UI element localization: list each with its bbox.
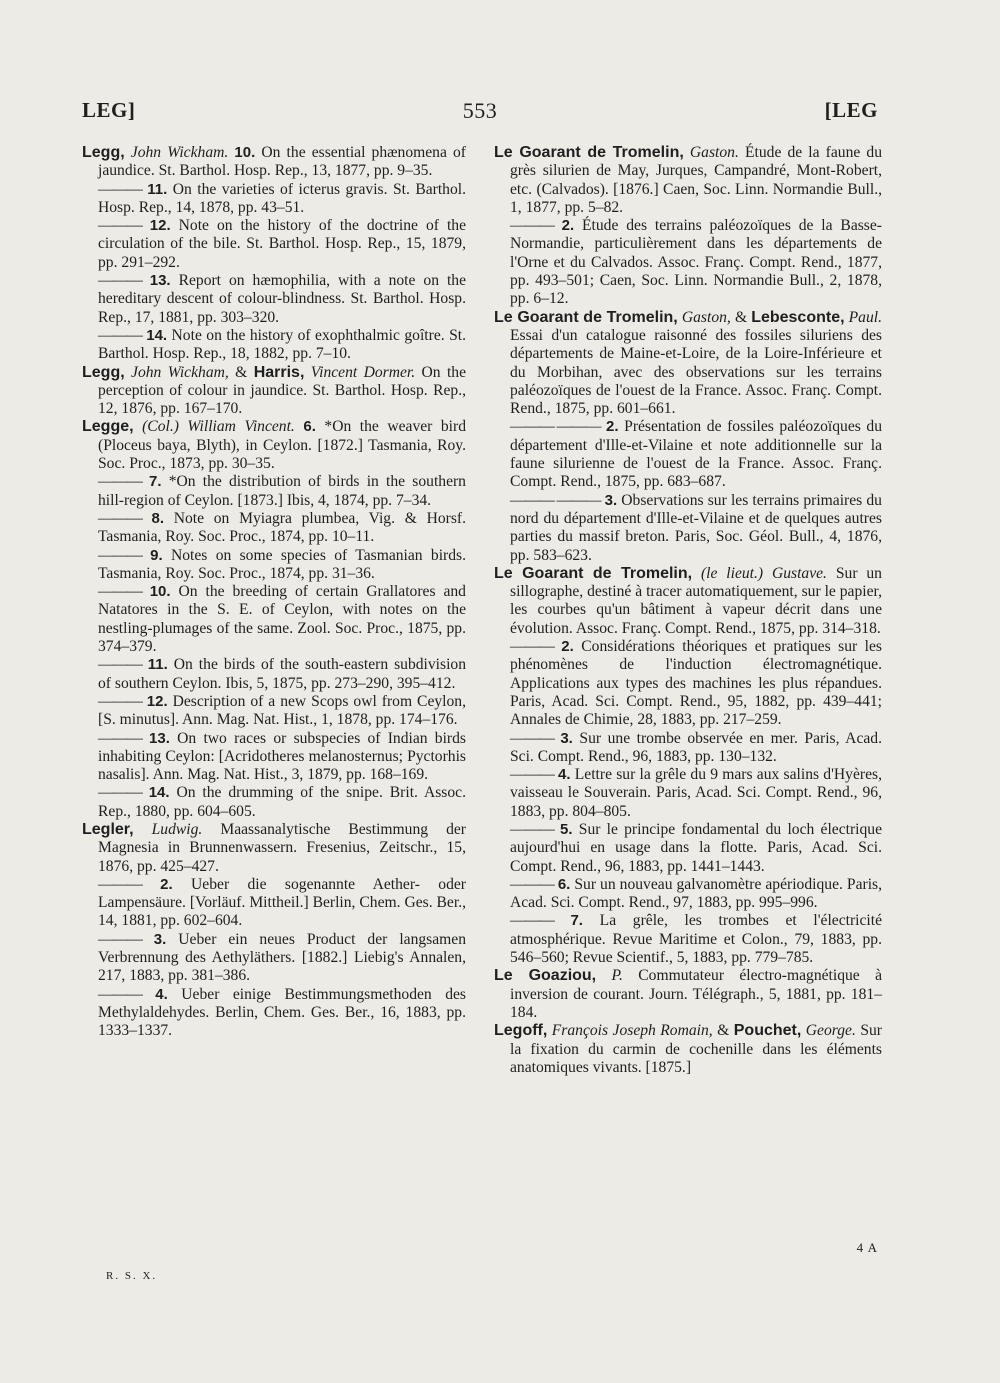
ampersand: & xyxy=(734,308,748,326)
entry-text: La grêle, les trombes et l'électricité atmosphérique. Revue Maritime et Colon., 79, 1883, pp. 546–560; Revue Scientif., 5, 1883, pp. 779–785. xyxy=(510,912,882,967)
bibliography-entry xyxy=(82,272,466,327)
ditto-dash: ——— xyxy=(510,820,554,838)
bibliography-entry xyxy=(82,730,466,785)
entry-text: Sur le principe fondamental du loch électrique aujourd'hui en usage dans la flotte. Paris, Acad. Sci. Compt. Rend., 96, 1883, pp. 1441–1443. xyxy=(510,820,882,875)
author-name: Legler, xyxy=(82,820,134,838)
entry-text: Note on Myiagra plumbea, Vig. & Horsf. Tasmania, Roy. Soc. Proc., 1874, pp. 10–11. xyxy=(98,509,466,546)
bibliography-entry xyxy=(82,656,466,693)
ditto-dash: ——— xyxy=(98,930,142,948)
page-number: 553 xyxy=(462,98,498,123)
ditto-dash: ——— xyxy=(98,326,142,344)
ditto-dash: ——— xyxy=(510,217,554,235)
bibliography-entry xyxy=(82,693,466,730)
entry-text: On the essential phænomena of jaundice. St. Barthol. Hosp. Rep., 13, 1877, pp. 9–35. xyxy=(98,144,466,180)
left-column xyxy=(82,144,466,1041)
ditto-dash: ——— xyxy=(510,875,554,893)
entry-text: On the breeding of certain Grallatores and Natatores in the S. E. of Ceylon, with notes on the nestling-plumages of the same. Zool. Soc. Proc., 1875, pp. 374–379. xyxy=(98,583,466,656)
entry-text: *On the distribution of birds in the southern hill-region of Ceylon. [1873.] Ibis, 4, 1874, pp. 7–34. xyxy=(98,473,466,509)
entry-number: 8. xyxy=(151,509,165,527)
entry-text: Lettre sur la grêle du 9 mars aux salins d'Hyères, vaisseau le Souverain. Paris, Acad. Sci. Compt. Rend., 96, 1883, pp. 804–805. xyxy=(510,766,882,820)
sheet-mark: 4 A xyxy=(856,1240,878,1255)
entry-text: Présentation de fossiles paléozoïques du département d'Ille-et-Vilaine et note additionnelle sur la faune silurienne de l'ouest de la France. Assoc. Franç. Compt. Rend., 1875, pp. 683–687. xyxy=(510,418,882,491)
entry-number: 12. xyxy=(146,692,168,710)
author-given-name: Ludwig. xyxy=(151,820,203,838)
author-name: Le Goarant de Tromelin, xyxy=(494,308,678,326)
entry-number: 2. xyxy=(606,418,619,436)
bibliography-entry xyxy=(494,821,882,876)
author-given-name: P. xyxy=(611,967,623,985)
author-name: Le Goaziou, xyxy=(494,967,597,985)
ditto-dash: ——— xyxy=(98,272,142,290)
author-given-name: John Wickham, xyxy=(131,363,229,381)
bibliography-entry xyxy=(494,912,882,967)
coauthor-given-name: George. xyxy=(805,1022,856,1040)
entry-number: 13. xyxy=(149,272,171,290)
entry-text: Étude des terrains paléozoïques de la Basse-Normandie, particulièrement dans les départements de l'Orne et du Calvados. Assoc. Franç. Compt. Rend., 1877, pp. 493–501; Caen, Soc. Linn. Normandie Bull., 2, 1878, pp. 6–12. xyxy=(510,217,882,308)
entry-text: *On the weaver bird (Ploceus baya, Blyth), in Ceylon. [1872.] Tasmania, Roy. Soc. Proc., 1873, pp. 30–35. xyxy=(98,418,466,473)
entry-text: Description of a new Scops owl from Ceylon, [S. minutus]. Ann. Mag. Nat. Hist., 1, 1878, pp. 174–176. xyxy=(98,692,466,729)
coauthor-given-name: Vincent Dormer. xyxy=(310,363,416,381)
bibliography-entry xyxy=(82,821,466,876)
signature-mark: R. S. X. xyxy=(106,1270,158,1282)
entry-text: Ueber einige Bestimmungsmethoden des Methylaldehydes. Berlin, Chem. Ges. Ber., 16, 1883, pp. 1333–1337. xyxy=(98,985,467,1040)
entry-text: Essai d'un catalogue raisonné des fossiles siluriens des départements de Maine-et-Loire, de la Loire-Inférieure et du Morbihan, avec des observations sur les terrains paléozoïques de l'ouest de la France. Assoc. Franç. Compt. Rend., 1875, pp. 601–661. xyxy=(510,326,882,418)
entry-number: 7. xyxy=(570,912,583,930)
bibliography-entry xyxy=(82,217,466,272)
running-head-left: LEG] xyxy=(82,98,136,122)
author-given-name: Gaston, xyxy=(681,308,731,326)
entry-number: 4. xyxy=(155,985,168,1003)
entry-text: Note on the history of exophthalmic goître. St. Barthol. Hosp. Rep., 18, 1882, pp. 7–10. xyxy=(98,326,466,363)
author-given-name: (le lieut.) Gustave. xyxy=(700,564,827,582)
ditto-dash: ——— xyxy=(510,766,554,784)
entry-number: 11. xyxy=(147,180,168,198)
bibliography-entry xyxy=(494,766,882,821)
ditto-dash: ——— ——— xyxy=(510,491,601,509)
entry-number: 13. xyxy=(149,729,170,747)
ditto-dash: ——— xyxy=(98,546,142,564)
ditto-dash: ——— xyxy=(98,583,142,601)
ampersand: & xyxy=(717,1022,730,1040)
entry-number: 2. xyxy=(561,638,574,656)
ampersand: & xyxy=(235,363,248,381)
entry-text: Report on hæmophilia, with a note on the hereditary descent of colour-blindness. St. Barthol. Hosp. Rep., 17, 1881, pp. 303–320. xyxy=(98,272,466,326)
bibliography-entry xyxy=(82,473,466,510)
bibliography-entry xyxy=(82,784,466,821)
author-given-name: John Wickham. xyxy=(130,144,229,161)
ditto-dash: ——— xyxy=(98,217,142,235)
entry-text: Notes on some species of Tasmanian birds. Tasmania, Roy. Soc. Proc., 1874, pp. 31–36. xyxy=(98,546,467,582)
entry-text: Considérations théoriques et pratiques sur les phénomènes de l'induction électromagnétique. Applications aux types des machines les plus répandues. Paris, Acad. Sci. Compt. Rend., 95, 1882, pp. 439–441; Annales de Chimie, 28, 1883, pp. 217–259. xyxy=(510,638,882,729)
author-given-name: (Col.) William Vincent. xyxy=(142,418,295,436)
coauthor-given-name: Paul. xyxy=(848,308,883,326)
ditto-dash: ——— xyxy=(98,692,142,710)
bibliography-entry xyxy=(494,217,882,308)
author-given-name: François Joseph Romain, xyxy=(551,1022,713,1040)
entry-number: 14. xyxy=(146,326,168,344)
bibliography-entry xyxy=(82,364,466,419)
entry-text: Étude de la faune du grès silurien de May, Jurques, Campandré, Mont-Robert, etc. (Calvados). [1876.] Caen, Soc. Linn. Normandie Bull., 1, 1877, pp. 5–82. xyxy=(510,144,883,216)
ditto-dash: ——— xyxy=(98,473,142,491)
entry-number: 2. xyxy=(160,875,173,893)
bibliography-entry xyxy=(82,986,466,1041)
coauthor-name: Lebesconte, xyxy=(751,308,845,326)
author-name: Le Goarant de Tromelin, xyxy=(494,144,684,161)
bibliography-entry xyxy=(494,565,882,638)
author-name: Legg, xyxy=(82,363,125,381)
entry-text: Ueber ein neues Product der langsamen Verbrennung des Aethyläthers. [1882.] Liebig's Annalen, 217, 1883, pp. 381–386. xyxy=(98,930,467,985)
ditto-dash: ——— xyxy=(98,656,142,674)
bibliography-entry xyxy=(82,144,466,181)
author-name: Legge, xyxy=(82,418,134,436)
bibliography-entry xyxy=(494,492,882,565)
running-head-right: [LEG xyxy=(824,98,878,122)
entry-text: Note on the history of the doctrine of the circulation of the bile. St. Barthol. Hosp. Rep., 15, 1879, pp. 291–292. xyxy=(98,217,466,271)
bibliography-entry xyxy=(82,418,466,473)
entry-number: 14. xyxy=(148,784,170,802)
entry-text: Ueber die sogenannte Aether- oder Lampensäure. [Vorläuf. Mittheil.] Berlin, Chem. Ges. Ber., 14, 1881, pp. 602–604. xyxy=(98,875,466,930)
bibliography-entry xyxy=(494,418,882,491)
entry-text: On the varieties of icterus gravis. St. Barthol. Hosp. Rep., 14, 1878, pp. 43–51. xyxy=(98,180,467,216)
entry-text: On the perception of colour in jaundice. St. Barthol. Hosp. Rep., 12, 1876, pp. 167–170. xyxy=(98,363,467,418)
entry-text: Sur un sillographe, destiné à tracer automatiquement, sur le papier, les courbes qu'un bâtiment à vapeur décrit dans une évolution. Assoc. Franç. Compt. Rend., 1875, pp. 314–318. xyxy=(510,564,882,637)
entry-text: Commutateur électro-magnétique à inversion de courant. Journ. Télégraph., 5, 1881, pp. 181–184. xyxy=(510,967,882,1021)
bibliography-entry xyxy=(494,638,882,729)
entry-text: Observations sur les terrains primaires du nord du département d'Ille-et-Vilaine et de quelques autres parties du massif breton. Paris, Soc. Géol. Bull., 4, 1876, pp. 583–623. xyxy=(510,491,882,564)
author-name: Le Goarant de Tromelin, xyxy=(494,564,693,582)
ditto-dash: ——— xyxy=(510,729,554,747)
entry-number: 10. xyxy=(234,144,256,161)
bibliography-entry xyxy=(82,510,466,547)
entry-text: On two races or subspecies of Indian birds inhabiting Ceylon: [Acridotheres melanosternus; Pyctorhis nasalis]. Ann. Mag. Nat. Hist., 3, 1879, pp. 168–169. xyxy=(98,729,466,784)
running-head xyxy=(82,98,878,128)
ditto-dash: ——— xyxy=(98,509,142,527)
right-column xyxy=(494,144,882,1077)
ditto-dash: ——— ——— xyxy=(510,418,601,436)
entry-text: Sur la fixation du carmin de cochenille dans les éléments anatomiques vivants. [1875.] xyxy=(510,1022,882,1076)
entry-number: 9. xyxy=(150,546,163,564)
entry-number: 3. xyxy=(153,930,167,948)
bibliography-entry xyxy=(494,309,882,419)
entry-number: 5. xyxy=(560,820,573,838)
entry-number: 4. xyxy=(558,766,571,784)
coauthor-name: Pouchet, xyxy=(733,1022,802,1040)
entry-text: Sur un nouveau galvanomètre apériodique. Paris, Acad. Sci. Compt. Rend., 97, 1883, pp. 995–996. xyxy=(510,875,882,912)
entry-number: 2. xyxy=(561,217,575,235)
author-given-name: Gaston. xyxy=(689,144,739,161)
bibliography-entry xyxy=(82,583,466,656)
bibliography-entry xyxy=(494,1022,882,1077)
entry-number: 12. xyxy=(149,217,171,235)
ditto-dash: ——— xyxy=(98,729,142,747)
bibliography-entry xyxy=(82,181,466,218)
entry-number: 6. xyxy=(303,418,316,436)
author-name: Legoff, xyxy=(494,1022,548,1040)
ditto-dash: ——— xyxy=(98,784,142,802)
bibliography-entry xyxy=(494,967,882,1022)
ditto-dash: ——— xyxy=(510,912,554,930)
bibliography-entry xyxy=(82,931,466,986)
bibliography-entry xyxy=(82,327,466,364)
entry-number: 11. xyxy=(147,656,168,674)
entry-number: 3. xyxy=(604,491,618,509)
entry-number: 6. xyxy=(557,875,571,893)
bibliography-entry xyxy=(82,876,466,931)
entry-text: Sur une trombe observée en mer. Paris, Acad. Sci. Compt. Rend., 96, 1883, pp. 130–132. xyxy=(510,729,882,765)
coauthor-name: Harris, xyxy=(253,363,305,381)
ditto-dash: ——— xyxy=(98,875,142,893)
entry-number: 3. xyxy=(560,729,573,747)
bibliography-entry xyxy=(82,547,466,584)
ditto-dash: ——— xyxy=(98,985,142,1003)
author-name: Legg, xyxy=(82,144,125,161)
ditto-dash: ——— xyxy=(510,638,554,656)
ditto-dash: ——— xyxy=(98,180,142,198)
bibliography-entry xyxy=(494,144,882,217)
entry-number: 7. xyxy=(148,473,162,491)
entry-number: 10. xyxy=(149,583,171,601)
bibliography-entry xyxy=(494,876,882,913)
entry-text: On the drumming of the snipe. Brit. Assoc. Rep., 1880, pp. 604–605. xyxy=(98,784,466,820)
entry-text: On the birds of the south-eastern subdivision of southern Ceylon. Ibis, 5, 1875, pp. 273–290, 395–412. xyxy=(98,656,466,692)
entry-text: Maassanalytische Bestimmung der Magnesia in Brunnenwassern. Fresenius, Zeitschr., 15, 1876, pp. 425–427. xyxy=(98,820,466,875)
bibliography-entry xyxy=(494,730,882,767)
